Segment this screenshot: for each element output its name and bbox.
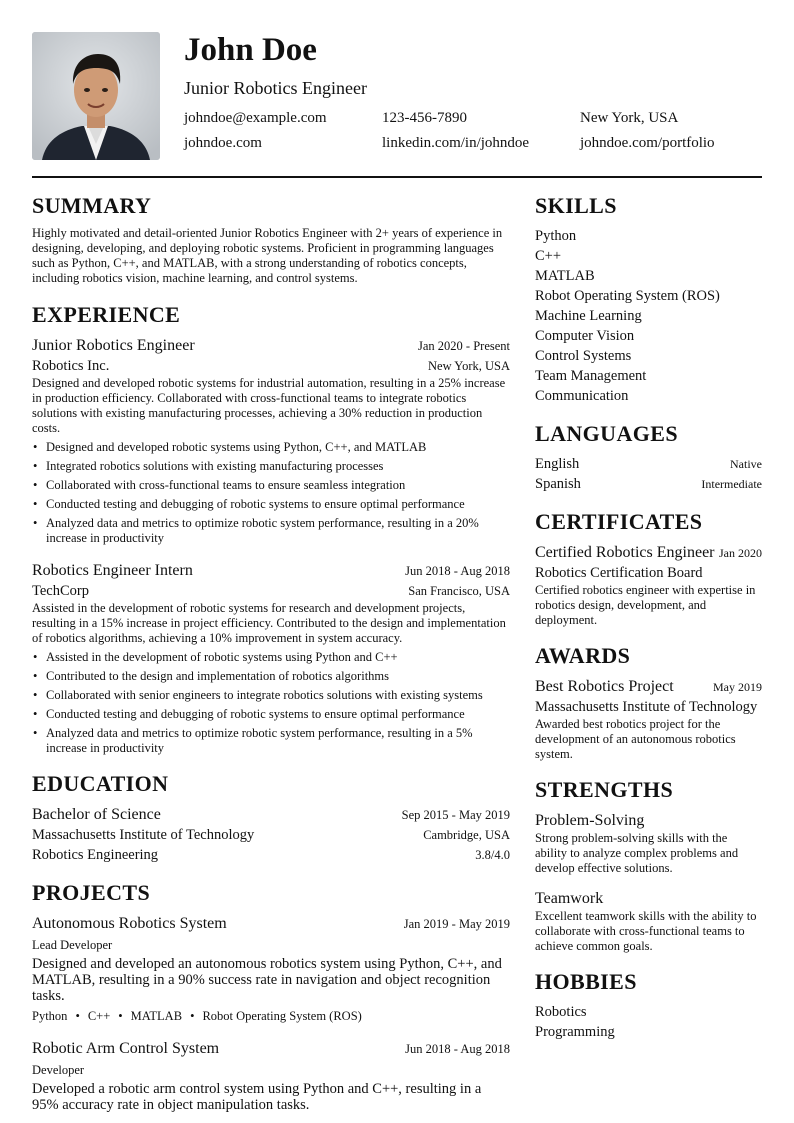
project-description: Developed a robotic arm control system using Python and C++, resulting in a 95% accuracy rate in object manipulation tasks. <box>32 1081 482 1113</box>
certificate-description: Certified robotics engineer with expertise in robotics design, development, and deployment. <box>535 583 756 627</box>
job-bullet: • Integrated robotics solutions with existing manufacturing processes <box>32 459 510 474</box>
job-company: Robotics Inc. <box>32 358 110 374</box>
project-role: Developer <box>32 1063 85 1077</box>
certificates-section <box>535 508 762 628</box>
projects-heading: PROJECTS <box>32 880 151 905</box>
location-text: New York, USA <box>580 110 679 126</box>
left-column <box>32 192 510 1113</box>
award-title: Best Robotics Project <box>535 678 674 695</box>
email-link[interactable]: johndoe@example.com <box>184 110 327 126</box>
strength-description: Strong problem-solving skills with the ability to analyze complex problems and develop effective solutions. <box>535 831 739 875</box>
job-bullet: • Analyzed data and metrics to optimize robotic system performance, resulting in a 5% increase in productivity <box>32 726 510 756</box>
language-row <box>535 454 762 474</box>
job-description: Designed and developed robotic systems for industrial automation, resulting in a 25% increase in production efficiency. Collaborated with cross-functional teams to integrate robotics solutions with existing manufacturing processes, achieving a 30% reduction in production costs. <box>32 376 506 435</box>
strength-description: Excellent teamwork skills with the ability to collaborate with cross-functional teams to achieve common goals. <box>535 909 757 953</box>
experience-heading: EXPERIENCE <box>32 302 181 327</box>
project-tag: C++ <box>87 1009 111 1023</box>
skill-item: C++ <box>535 248 562 264</box>
job-description: Assisted in the development of robotic systems for research and development projects, resulting in a 15% increase in project efficiency. Contributed to the design and implementation of robotics algorithms, achieving a 10% improvement in system accuracy. <box>32 601 506 645</box>
skill-item: Team Management <box>535 368 647 384</box>
project-tag: Python <box>32 1009 68 1023</box>
skill-item: Machine Learning <box>535 308 642 324</box>
summary-heading: SUMMARY <box>32 193 152 218</box>
job-bullet: • Contributed to the design and implementation of robotics algorithms <box>32 669 510 684</box>
languages-heading: LANGUAGES <box>535 421 678 446</box>
projects-section <box>32 879 510 1113</box>
skill-item: Python <box>535 228 577 244</box>
certificate-title: Certified Robotics Engineer <box>535 544 715 561</box>
strength-title: Teamwork <box>535 890 604 907</box>
award-description: Awarded best robotics project for the development of an autonomous robotics system. <box>535 717 736 761</box>
award-issuer: Massachusetts Institute of Technology <box>535 699 758 715</box>
job-bullets <box>32 440 510 546</box>
awards-section <box>535 642 762 762</box>
skills-section <box>535 192 762 406</box>
candidate-name: John Doe <box>184 32 317 68</box>
website-link[interactable]: johndoe.com <box>184 135 262 151</box>
skill-item: Communication <box>535 388 629 404</box>
field-of-study: Robotics Engineering <box>32 847 159 863</box>
job-entry <box>32 560 510 756</box>
education-heading: EDUCATION <box>32 771 169 796</box>
degree-name: Bachelor of Science <box>32 806 161 823</box>
hobbies-heading: HOBBIES <box>535 969 637 994</box>
project-name: Autonomous Robotics System <box>32 915 227 932</box>
profile-photo <box>32 32 160 160</box>
skill-item: MATLAB <box>535 268 595 284</box>
skill-item: Robot Operating System (ROS) <box>535 288 720 304</box>
language-level: Native <box>730 457 762 471</box>
summary-section <box>32 192 510 286</box>
job-entry <box>32 335 510 546</box>
job-bullet: • Analyzed data and metrics to optimize robotic system performance, resulting in a 20% increase in productivity <box>32 516 510 546</box>
project-tags: Python • C++ • MATLAB • Robot Operating System (ROS) <box>32 1009 362 1023</box>
strength-item <box>535 810 762 876</box>
project-description: Designed and developed an autonomous robotics system using Python, C++, and MATLAB, resulting in a 90% success rate in navigation and object recognition tasks. <box>32 956 502 1004</box>
hobbies-section <box>535 968 762 1042</box>
summary-text: Highly motivated and detail-oriented Junior Robotics Engineer with 2+ years of experience in designing, developing, and deploying robotic systems. Proficient in programming languages such as Python, C++, and MATLAB, with a strong understanding of robotics concepts, including robotics vision, machine learning, and control systems. <box>32 226 503 285</box>
linkedin-link[interactable]: linkedin.com/in/johndoe <box>382 135 530 151</box>
gpa-value: 3.8/4.0 <box>475 848 510 862</box>
job-role: Robotics Engineer Intern <box>32 562 193 579</box>
education-section <box>32 770 510 865</box>
right-column <box>535 192 762 1042</box>
job-bullet: • Collaborated with cross-functional teams to ensure seamless integration <box>32 478 510 493</box>
job-location: New York, USA <box>428 359 510 373</box>
school-location: Cambridge, USA <box>423 828 510 842</box>
certificate-date: Jan 2020 <box>719 546 762 560</box>
awards-heading: AWARDS <box>535 643 631 668</box>
education-dates: Sep 2015 - May 2019 <box>401 808 510 822</box>
language-name: Spanish <box>535 476 581 492</box>
languages-section <box>535 420 762 494</box>
candidate-title: Junior Robotics Engineer <box>184 78 367 98</box>
job-dates: Jan 2020 - Present <box>418 339 510 353</box>
header-divider <box>32 176 762 178</box>
language-name: English <box>535 456 580 472</box>
portfolio-link[interactable]: johndoe.com/portfolio <box>580 135 715 151</box>
project-tag: Robot Operating System (ROS) <box>202 1009 362 1023</box>
strengths-section <box>535 776 762 954</box>
hobby-item: Programming <box>535 1024 615 1040</box>
project-entry <box>32 913 510 1024</box>
job-company: TechCorp <box>32 583 89 599</box>
portrait-image <box>32 32 160 160</box>
job-role: Junior Robotics Engineer <box>32 337 195 354</box>
job-bullet: • Collaborated with senior engineers to integrate robotics solutions with existing systems <box>32 688 510 703</box>
job-bullet: • Assisted in the development of robotic systems using Python and C++ <box>32 650 510 665</box>
certificate-issuer: Robotics Certification Board <box>535 565 703 581</box>
project-dates: Jun 2018 - Aug 2018 <box>405 1042 510 1056</box>
certificates-heading: CERTIFICATES <box>535 509 703 534</box>
skill-item: Computer Vision <box>535 328 635 344</box>
job-bullet: • Conducted testing and debugging of robotic systems to ensure optimal performance <box>32 707 510 722</box>
strength-item <box>535 888 762 954</box>
hobby-item: Robotics <box>535 1004 587 1020</box>
experience-section <box>32 301 510 756</box>
job-location: San Francisco, USA <box>408 584 510 598</box>
language-row <box>535 474 762 494</box>
school-name: Massachusetts Institute of Technology <box>32 827 255 843</box>
skill-item: Control Systems <box>535 348 632 364</box>
project-name: Robotic Arm Control System <box>32 1040 220 1057</box>
project-entry <box>32 1038 510 1113</box>
strength-title: Problem-Solving <box>535 812 645 829</box>
project-dates: Jan 2019 - May 2019 <box>403 917 510 931</box>
job-bullets <box>32 650 510 756</box>
skills-heading: SKILLS <box>535 193 617 218</box>
job-bullet: • Conducted testing and debugging of robotic systems to ensure optimal performance <box>32 497 510 512</box>
strengths-heading: STRENGTHS <box>535 777 674 802</box>
language-level: Intermediate <box>701 477 762 491</box>
project-tag: MATLAB <box>130 1009 183 1023</box>
job-bullet: • Designed and developed robotic systems using Python, C++, and MATLAB <box>32 440 510 455</box>
phone-number[interactable]: 123-456-7890 <box>382 110 467 126</box>
project-role: Lead Developer <box>32 938 113 952</box>
job-dates: Jun 2018 - Aug 2018 <box>405 564 510 578</box>
award-date: May 2019 <box>713 680 762 694</box>
